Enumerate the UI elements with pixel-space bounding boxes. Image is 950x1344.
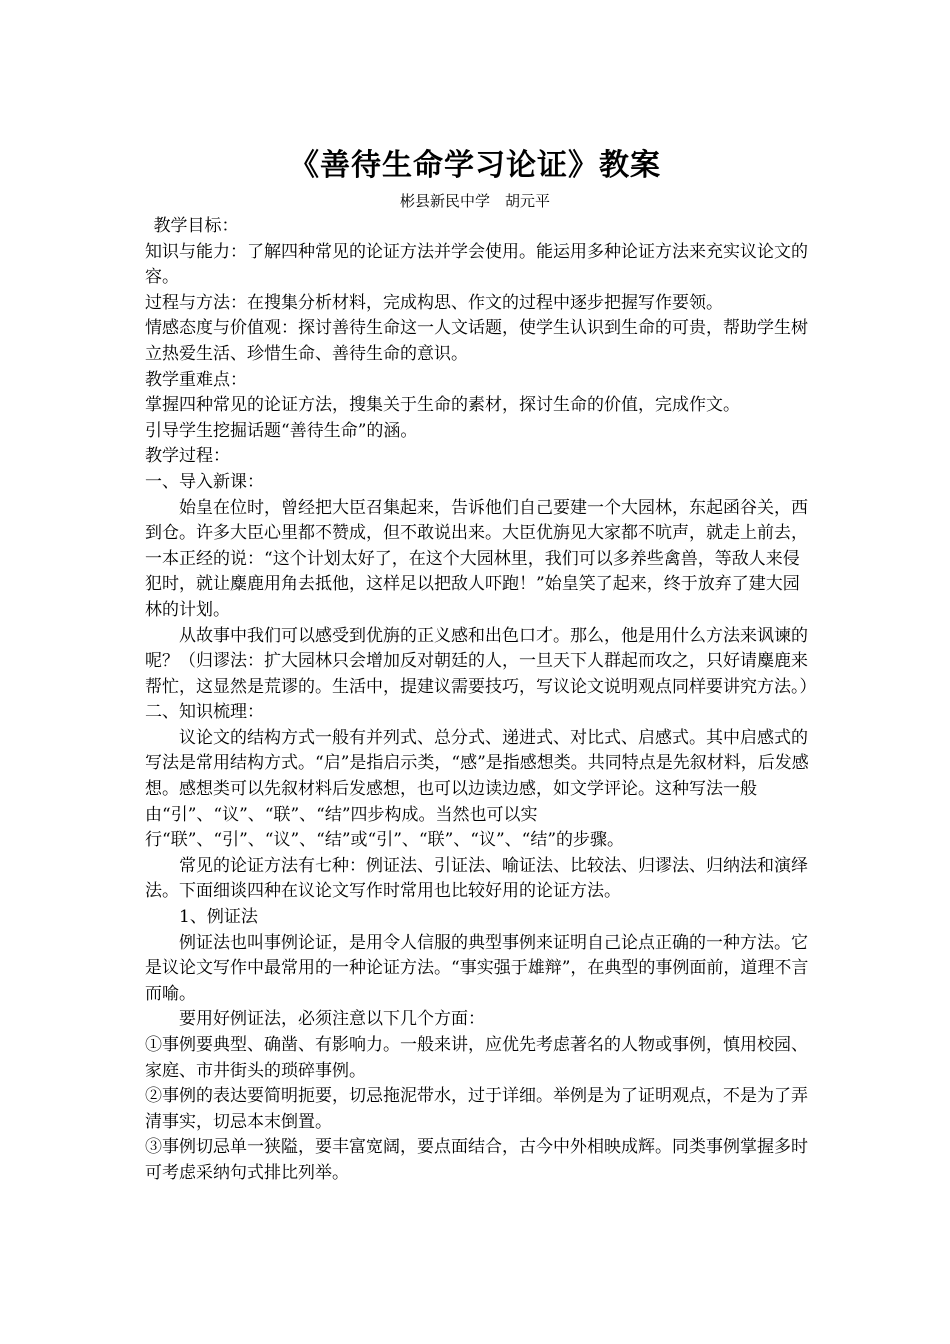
paragraph-story-analysis: 从故事中我们可以感受到优旃的正义感和出色口才。那么，他是用什么方法来讽谏的呢？（归谬法：扩大园林只会增加反对朝廷的人，一旦天下人群起而攻之，只好请麋鹿来帮忙，这显然是荒谬的。生活中，提建议需要技巧，写议论文说明观点同样要讲究方法。） [145, 625, 817, 697]
paragraph-structure: 议论文的结构方式一般有并列式、总分式、递进式、对比式、启感式。其中启感式的写法是常用结构方式。“启”是指启示类，“感”是指感想类。共同特点是先叙材料，后发感想。感想类可以先叙材料后发感想，也可以边读边感，如文学评论。这种写法一般由“引”、“议”、“联”、“结”四步构成。当然也可以实行“联”、“引”、“议”、“结”或“引”、“联”、“议”、“结”的步骤。 [145, 727, 809, 851]
heading-teaching-process: 教学过程： [145, 446, 230, 467]
paragraph-emotion-values: 情感态度与价值观：探讨善待生命这一人文话题，使学生认识到生命的可贵，帮助学生树立热爱生活、珍惜生命、善待生命的意识。 [145, 318, 808, 364]
list-item-2: ②事例的表达要简明扼要，切忌拖泥带水，过于详细。举例是为了证明观点，不是为了弄清事实，切忌本末倒置。 [145, 1086, 808, 1132]
paragraph-argument-methods: 常见的论证方法有七种：例证法、引证法、喻证法、比较法、归谬法、归纳法和演绎法。下面细谈四种在议论文写作时常用也比较好用的论证方法。 [145, 855, 808, 902]
paragraph-guide-students: 引导学生挖掘话题“善待生命”的涵。 [145, 420, 418, 441]
heading-introduction: 一、导入新课： [145, 471, 264, 492]
heading-key-difficulties: 教学重难点： [145, 369, 247, 390]
list-item-3: ③事例切忌单一狭隘，要丰富宽阔，要点面结合，古今中外相映成辉。同类事例掌握多时可考虑采纳句式排比列举。 [145, 1137, 808, 1183]
paragraph-key-points: 掌握四种常见的论证方法，搜集关于生命的素材，探讨生命的价值，完成作文。 [145, 395, 740, 416]
paragraph-process-method: 过程与方法：在搜集分析材料，完成构思、作文的过程中逐步把握写作要领。 [145, 292, 723, 313]
paragraph-knowledge-ability: 知识与能力：了解四种常见的论证方法并学会使用。能运用多种论证方法来充实议论文的容。 [145, 241, 808, 288]
list-item-1: ①事例要典型、确凿、有影响力。一般来讲，应优先考虑著名的人物或事例，慎用校园、家庭、市井街头的琐碎事例。 [145, 1035, 808, 1081]
paragraph-story: 始皇在位时，曾经把大臣召集起来，告诉他们自己要建一个大园林，东起函谷关，西到仓。许多大臣心里都不赞成，但不敢说出来。大臣优旃见大家都不吭声，就走上前去，一本正经的说：“这个计划太好了，在这个大园林里，我们可以多养些禽兽，等敌人来侵犯时，就让麋鹿用角去抵他，这样足以把敌人吓跑！”始皇笑了起来，终于放弃了建大园林的计划。 [145, 497, 808, 620]
heading-teaching-goals: 教学目标： [153, 216, 239, 236]
document-body [145, 214, 817, 1187]
document-title: 《善待生命学习论证》教案 [289, 148, 661, 183]
heading-example-method: 1、例证法 [179, 907, 258, 928]
paragraph-notes-intro: 要用好例证法，必须注意以下几个方面： [179, 1009, 485, 1030]
heading-knowledge-review: 二、知识梳理： [145, 702, 264, 723]
author-line: 彬县新民中学 胡元平 [399, 192, 550, 210]
paragraph-example-method: 例证法也叫事例论证，是用令人信服的典型事例来证明自己论点正确的一种方法。它是议论文写作中最常用的一种论证方法。“事实强于雄辩”，在典型的事例面前，道理不言而喻。 [145, 932, 809, 1004]
